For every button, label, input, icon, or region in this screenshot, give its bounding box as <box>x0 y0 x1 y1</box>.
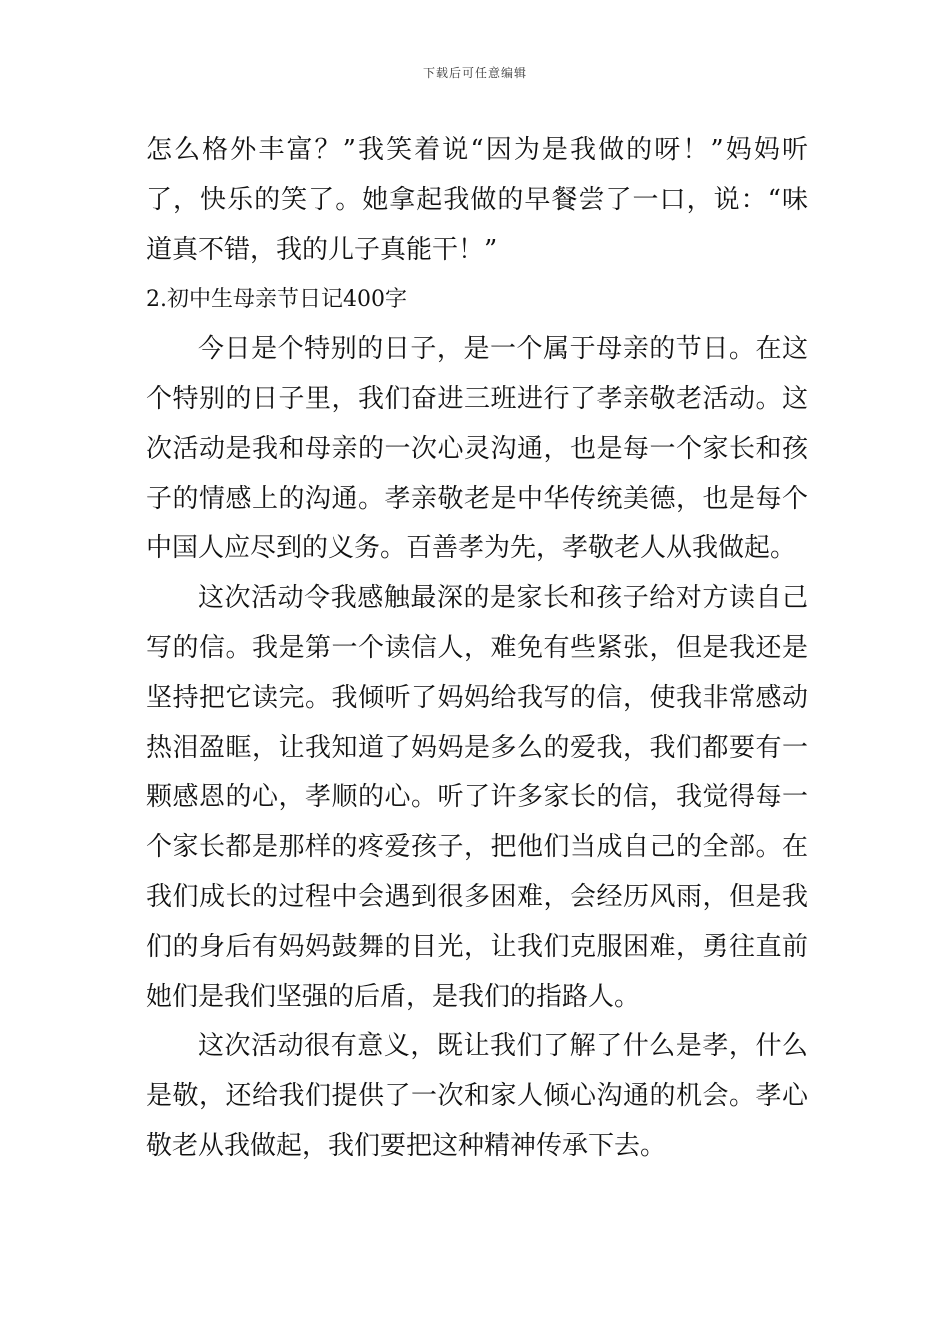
paragraph-continued: 怎么格外丰富？”我笑着说“因为是我做的呀！”妈妈听了，快乐的笑了。她拿起我做的早餐尝了一口，说：“味道真不错，我的儿子真能干！” <box>146 135 808 265</box>
paragraph-2: 这次活动令我感触最深的是家长和孩子给对方读自己写的信。我是第一个读信人，难免有些紧张，但是我还是坚持把它读完。我倾听了妈妈给我写的信，使我非常感动热泪盈眶，让我知道了妈妈是多么的爱我，我们都要有一颗感恩的心，孝顺的心。听了许多家长的信，我觉得每一个家长都是那样的疼爱孩子，把他们当成自己的全部。在我们成长的过程中会遇到很多困难，会经历风雨，但是我们的身后有妈妈鼓舞的目光，让我们克服困难，勇往直前她们是我们坚强的后盾，是我们的指路人。 <box>146 583 808 1012</box>
document-body <box>146 126 808 1172</box>
paragraph-3: 这次活动很有意义，既让我们了解了什么是孝，什么是敬，还给我们提供了一次和家人倾心沟通的机会。孝心敬老从我做起，我们要把这种精神传承下去。 <box>146 1031 808 1161</box>
page-header: 下载后可任意编辑 <box>422 66 527 80</box>
paragraph-1: 今日是个特别的日子，是一个属于母亲的节日。在这个特别的日子里，我们奋进三班进行了孝亲敬老活动。这次活动是我和母亲的一次心灵沟通，也是每一个家长和孩子的情感上的沟通。孝亲敬老是中华传统美德，也是每个中国人应尽到的义务。百善孝为先，孝敬老人从我做起。 <box>146 334 808 564</box>
section-heading: 2.初中生母亲节日记400字 <box>146 287 407 313</box>
